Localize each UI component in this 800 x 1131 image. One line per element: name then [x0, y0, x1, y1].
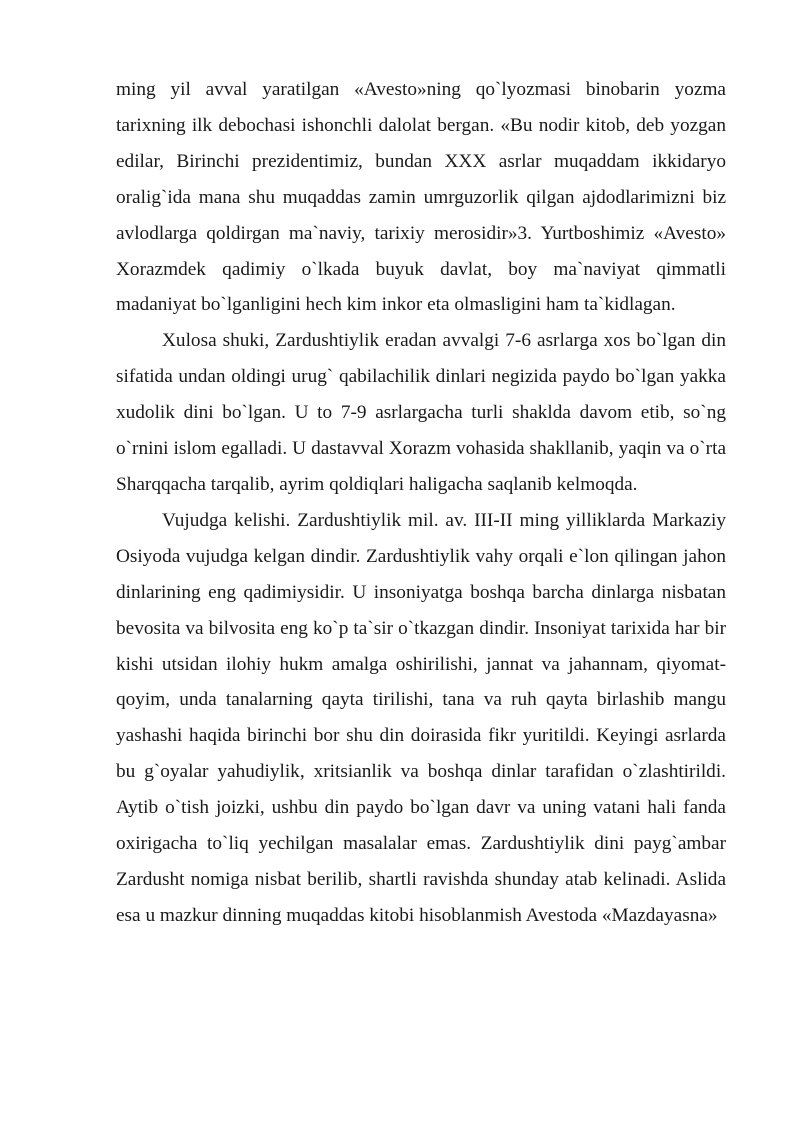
document-page — [116, 72, 726, 934]
paragraph-avesto-manuscript: ming yil avval yaratilgan «Avesto»ning qo`lyozmasi binobarin yozma tarixning ilk debochasi ishonchli dalolat bergan. «Bu nodir kitob, deb yozgan edilar, Birinchi prezidentimiz, bundan XXX asrlar muqaddam ikkidaryo oralig`ida mana shu muqaddas zamin umrguzorlik qilgan ajdodlarimizni biz avlodlarga qoldirgan ma`naviy, tarixiy merosidir»3. Yurtboshimiz «Avesto» Xorazmdek qadimiy o`lkada buyuk davlat, boy ma`naviyat qimmatli madaniyat bo`lganligini hech kim inkor eta olmasligini ham ta`kidlagan. — [116, 79, 726, 316]
paragraph-conclusion: Xulosa shuki, Zardushtiylik eradan avvalgi 7-6 asrlarga xos bo`lgan din sifatida undan oldingi urug` qabilachilik dinlari negizida paydo bo`lgan yakka xudolik dini bo`lgan. U to 7-9 asrlargacha turli shaklda davom etib, so`ng o`rnini islom egalladi. U dastavval Xorazm vohasida shakllanib, yaqin va o`rta Sharqqacha tarqalib, ayrim qoldiqlari haligacha saqlanib kelmoqda. — [116, 330, 726, 495]
paragraph-origin: Vujudga kelishi. Zardushtiylik mil. av. III-II ming yilliklarda Markaziy Osiyoda vujudga kelgan dindir. Zardushtiylik vahy orqali e`lon qilingan jahon dinlarining eng qadimiysidir. U insoniyatga boshqa barcha dinlarga nisbatan bevosita va bilvosita eng ko`p ta`sir o`tkazgan dindir. Insoniyat tarixida har bir kishi utsidan ilohiy hukm amalga oshirilishi, jannat va jahannam, qiyomat-qoyim, unda tanalarning qayta tirilishi, tana va ruh qayta birlashib mangu yashashi haqida birinchi bor shu din doirasida fikr yuritildi. Keyingi asrlarda bu g`oyalar yahudiylik, xritsianlik va boshqa dinlar tarafidan o`zlashtirildi. Aytib o`tish joizki, ushbu din paydo bo`lgan davr va uning vatani hali fanda oxirigacha to`liq yechilgan masalalar emas. Zardushtiylik dini payg`ambar Zardusht nomiga nisbat berilib, shartli ravishda shunday atab kelinadi. Aslida esa u mazkur dinning muqaddas kitobi hisoblanmish Avestoda «Mazdayasna» — [116, 509, 726, 926]
